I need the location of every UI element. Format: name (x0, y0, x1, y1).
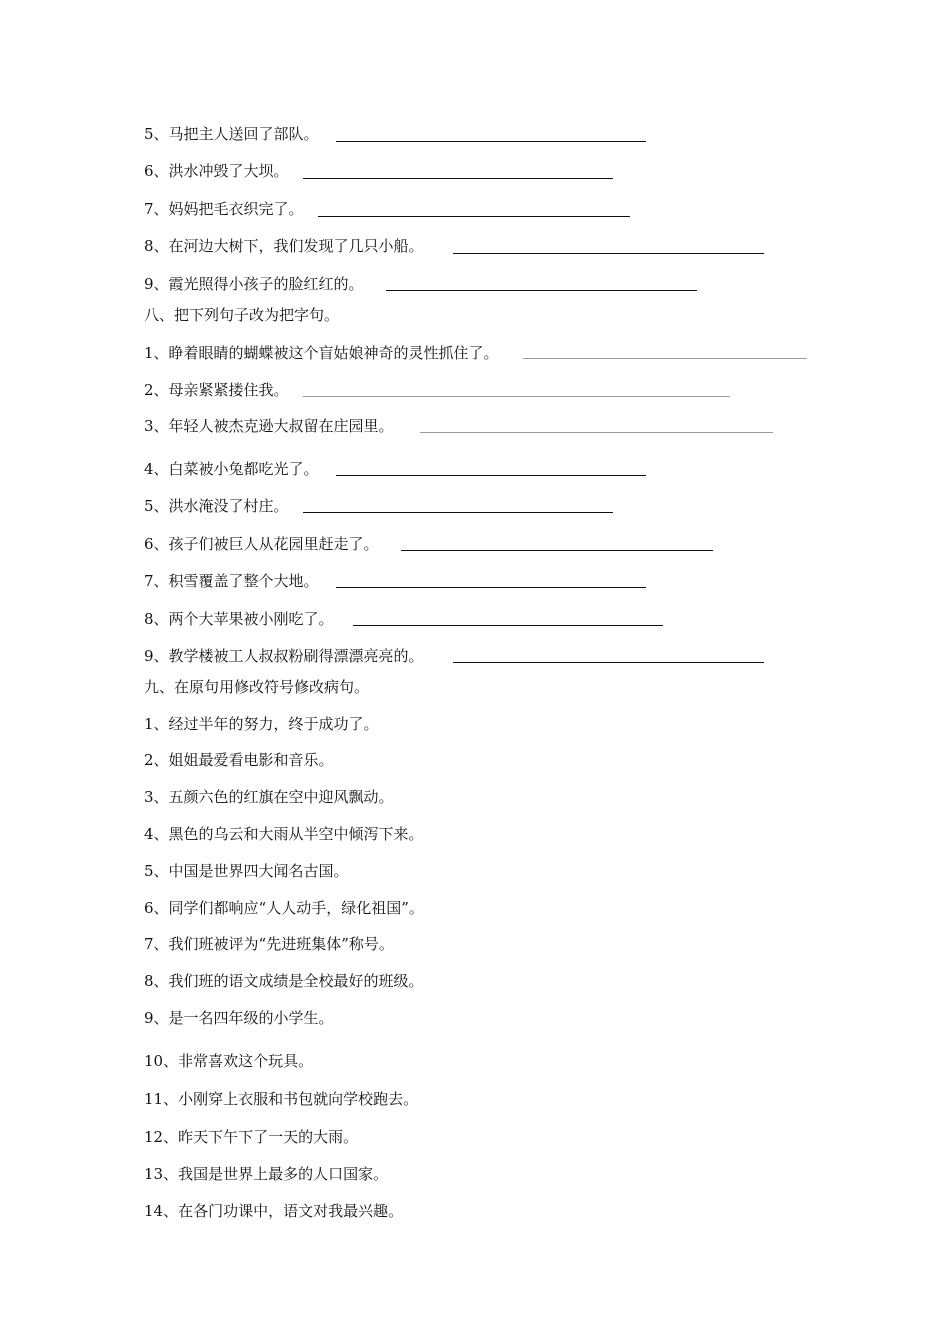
answer-blank[interactable] (303, 512, 613, 513)
answer-blank[interactable] (453, 253, 764, 254)
list-item: 9、霞光照得小孩子的脸红红的。 (144, 275, 364, 293)
section-heading: 八、把下列句子改为把字句。 (144, 306, 340, 324)
list-item: 9、是一名四年级的小学生。 (144, 1009, 334, 1027)
list-item: 5、洪水淹没了村庄。 (144, 497, 289, 515)
answer-blank[interactable] (353, 625, 663, 626)
list-item: 7、妈妈把毛衣织完了。 (144, 200, 304, 218)
list-item: 6、孩子们被巨人从花园里赶走了。 (144, 535, 379, 553)
answer-blank[interactable] (386, 290, 697, 291)
list-item: 1、经过半年的努力，终于成功了。 (144, 715, 379, 733)
answer-blank[interactable] (336, 587, 646, 588)
list-item: 2、母亲紧紧搂住我。 (144, 381, 289, 399)
list-item: 5、中国是世界四大闻名古国。 (144, 862, 349, 880)
answer-blank[interactable] (336, 141, 646, 142)
list-item: 3、五颜六色的红旗在空中迎风飘动。 (144, 788, 394, 806)
list-item: 13、我国是世界上最多的人口国家。 (144, 1165, 389, 1183)
answer-blank[interactable] (453, 662, 764, 663)
list-item: 4、白菜被小兔都吃光了。 (144, 460, 319, 478)
list-item: 5、马把主人送回了部队。 (144, 125, 319, 143)
list-item: 6、洪水冲毁了大坝。 (144, 162, 289, 180)
answer-blank[interactable] (401, 550, 713, 551)
list-item: 1、睁着眼睛的蝴蝶被这个盲姑娘神奇的灵性抓住了。 (144, 344, 499, 362)
list-item: 11、小刚穿上衣服和书包就向学校跑去。 (144, 1090, 419, 1108)
answer-blank[interactable] (420, 432, 773, 433)
list-item: 7、我们班被评为“先进班集体”称号。 (144, 935, 394, 953)
list-item: 8、在河边大树下，我们发现了几只小船。 (144, 237, 424, 255)
list-item: 12、昨天下午下了一天的大雨。 (144, 1128, 359, 1146)
answer-blank[interactable] (303, 396, 730, 397)
list-item: 8、两个大苹果被小刚吃了。 (144, 610, 334, 628)
answer-blank[interactable] (523, 358, 807, 359)
list-item: 4、黑色的乌云和大雨从半空中倾泻下来。 (144, 825, 424, 843)
list-item: 8、我们班的语文成绩是全校最好的班级。 (144, 972, 424, 990)
list-item: 2、姐姐最爱看电影和音乐。 (144, 751, 334, 769)
list-item: 7、积雪覆盖了整个大地。 (144, 572, 319, 590)
list-item: 6、同学们都响应“人人动手，绿化祖国”。 (144, 899, 424, 917)
list-item: 10、非常喜欢这个玩具。 (144, 1052, 314, 1070)
answer-blank[interactable] (303, 178, 613, 179)
list-item: 14、在各门功课中，语文对我最兴趣。 (144, 1202, 404, 1220)
answer-blank[interactable] (318, 216, 630, 217)
answer-blank[interactable] (336, 475, 646, 476)
list-item: 3、年轻人被杰克逊大叔留在庄园里。 (144, 417, 394, 435)
section-heading: 九、在原句用修改符号修改病句。 (144, 678, 370, 696)
list-item: 9、教学楼被工人叔叔粉刷得漂漂亮亮的。 (144, 647, 424, 665)
